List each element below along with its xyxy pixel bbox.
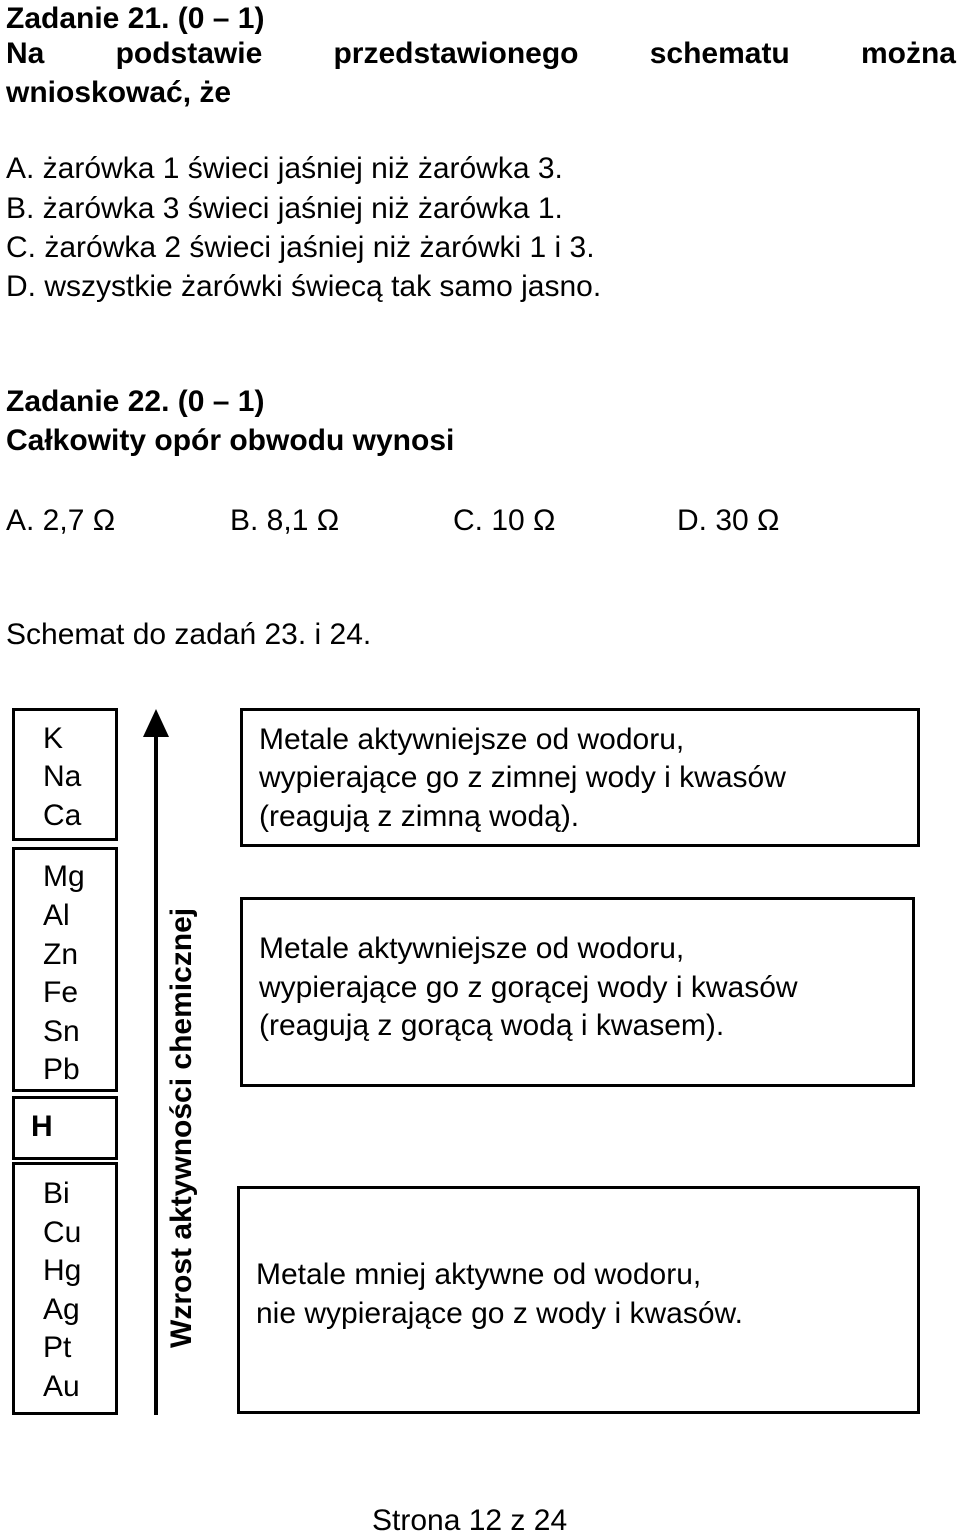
element-ca: Ca [43, 799, 82, 832]
element-pt: Pt [43, 1331, 72, 1364]
desc-1-line-2: wypierające go z zimnej wody i kwasów [259, 761, 786, 794]
element-bi: Bi [43, 1177, 70, 1210]
desc-box-1 [240, 708, 920, 847]
element-cu: Cu [43, 1216, 82, 1249]
desc-2-line-3: (reagują z gorącą wodą i kwasem). [259, 1009, 725, 1042]
task21-question-line1 [6, 35, 956, 73]
schema-heading: Schemat do zadań 23. i 24. [6, 618, 372, 651]
element-pb: Pb [43, 1053, 80, 1086]
task22-option-b: B. 8,1 Ω [230, 504, 340, 537]
word: schematu [649, 37, 790, 70]
element-mg: Mg [43, 860, 85, 893]
desc-2-line-1: Metale aktywniejsze od wodoru, [259, 932, 685, 965]
desc-1-line-1: Metale aktywniejsze od wodoru, [259, 723, 685, 756]
element-fe: Fe [43, 976, 79, 1009]
word: można [860, 37, 956, 70]
desc-3-line-1: Metale mniej aktywne od wodoru, [256, 1258, 702, 1291]
desc-3-line-2: nie wypierające go z wody i kwasów. [256, 1297, 743, 1330]
task21-question-line2: wnioskować, że [6, 76, 232, 109]
element-sn: Sn [43, 1015, 80, 1048]
task22-option-c: C. 10 Ω [453, 504, 556, 537]
arrow-label: Wzrost aktywności chemicznej [165, 907, 198, 1348]
element-na: Na [43, 760, 82, 793]
hydrogen-box [12, 1096, 118, 1160]
task21-title: Zadanie 21. (0 – 1) [6, 2, 265, 35]
task22-title: Zadanie 22. (0 – 1) [6, 385, 265, 418]
metal-group-2 [12, 847, 118, 1092]
task21-option-d: D. wszystkie żarówki świecą tak samo jasno. [6, 270, 602, 303]
element-zn: Zn [43, 938, 79, 971]
desc-box-2 [240, 897, 915, 1087]
task22-question: Całkowity opór obwodu wynosi [6, 424, 455, 457]
element-al: Al [43, 899, 70, 932]
task22-option-a: A. 2,7 Ω [6, 504, 116, 537]
task22-option-d: D. 30 Ω [677, 504, 780, 537]
page-number: Strona 12 z 24 [372, 1504, 568, 1537]
element-h: H [31, 1110, 53, 1143]
element-ag: Ag [43, 1293, 80, 1326]
desc-2-line-2: wypierające go z gorącej wody i kwasów [259, 971, 798, 1004]
desc-box-3 [237, 1186, 920, 1414]
word: Na [6, 37, 45, 70]
desc-1-line-3: (reagują z zimną wodą). [259, 800, 580, 833]
task21-option-c: C. żarówka 2 świeci jaśniej niż żarówki 1 i 3. [6, 231, 595, 264]
element-au: Au [43, 1370, 80, 1403]
element-k: K [43, 722, 64, 755]
word: podstawie [115, 37, 263, 70]
metal-group-3 [12, 1162, 118, 1415]
metal-group-1 [12, 708, 118, 841]
task21-option-b: B. żarówka 3 świeci jaśniej niż żarówka 1. [6, 192, 563, 225]
word: przedstawionego [333, 37, 579, 70]
element-hg: Hg [43, 1254, 82, 1287]
task21-option-a: A. żarówka 1 świeci jaśniej niż żarówka 3. [6, 152, 563, 185]
